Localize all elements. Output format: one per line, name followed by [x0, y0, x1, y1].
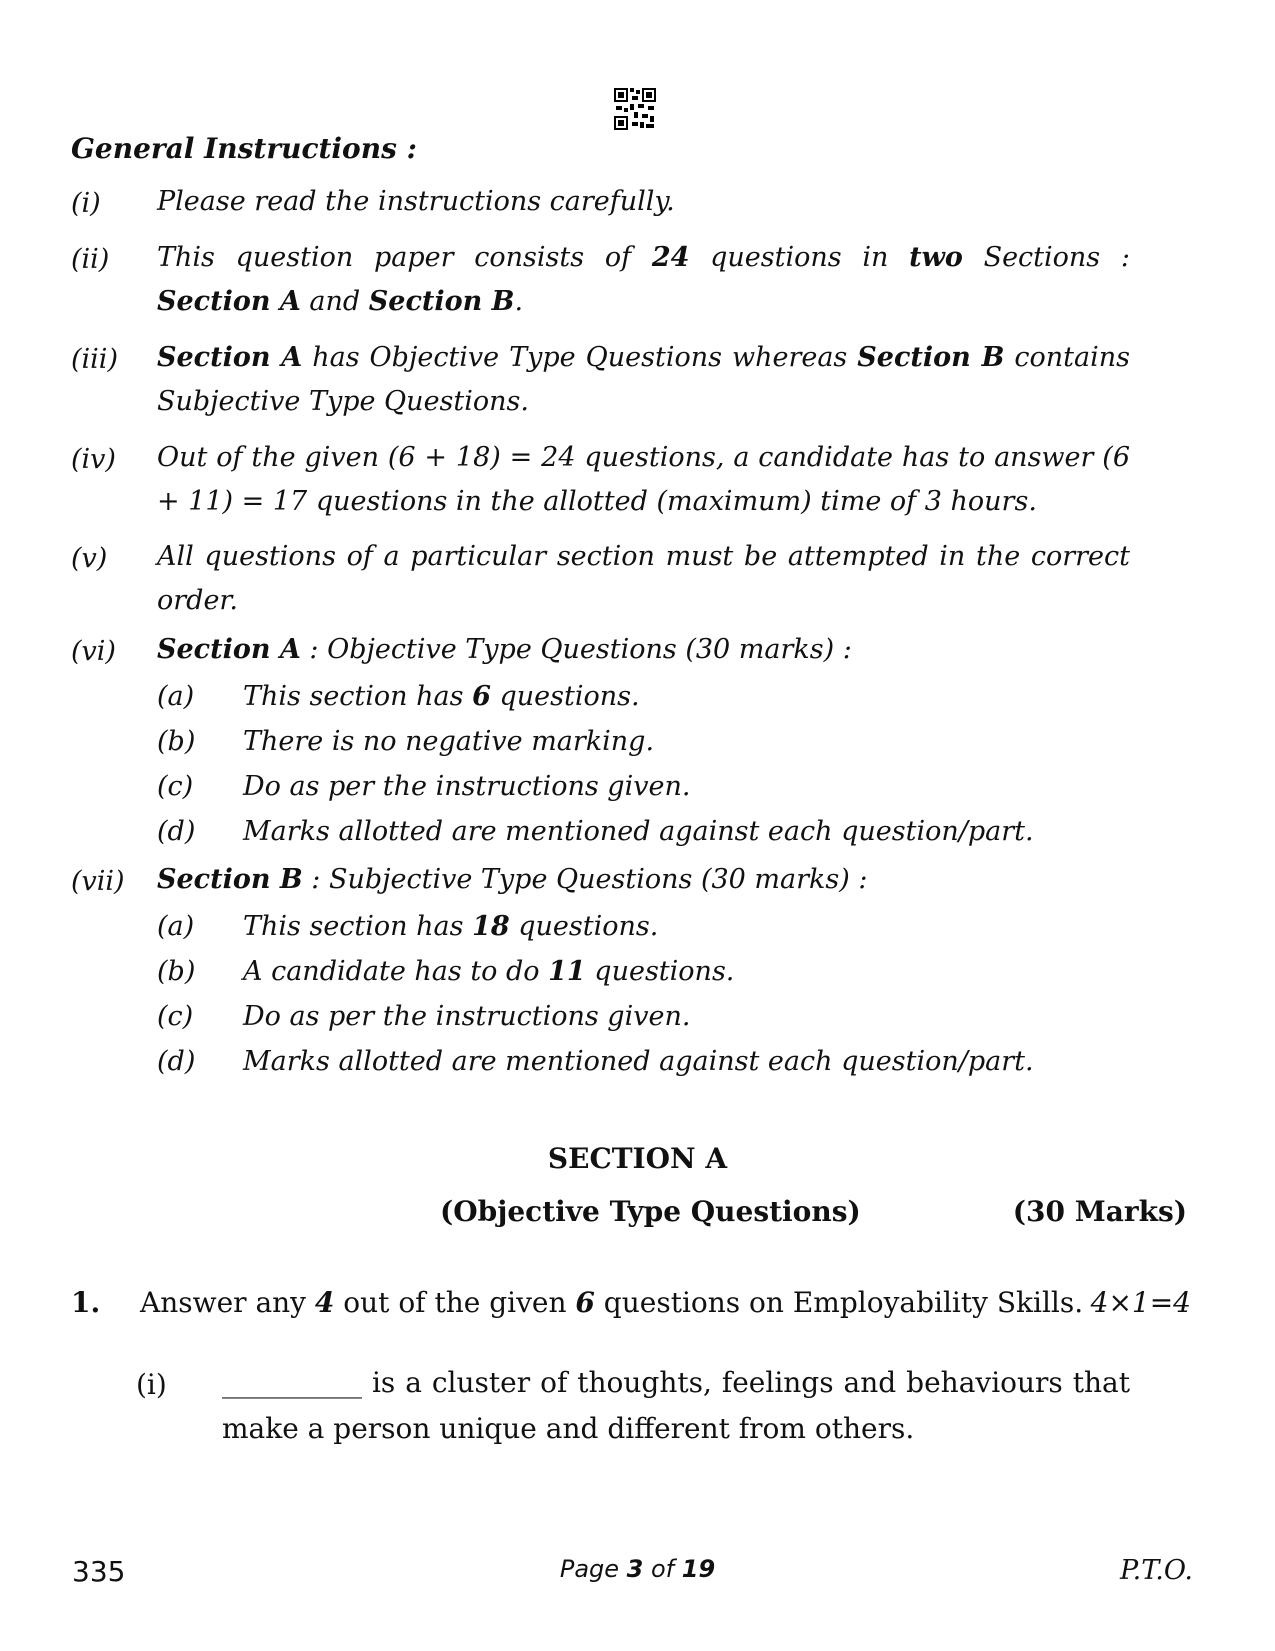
page-indicator: Page 3 of 19: [559, 1555, 716, 1583]
sub-instruction-num: (b): [157, 956, 196, 987]
sub-instruction-num: (c): [157, 1001, 194, 1032]
sub-instruction-text: Do as per the instructions given.: [243, 771, 691, 802]
instruction-text: All questions of a particular section must be attempted in the correct order.: [157, 541, 1130, 616]
sub-instruction-text: Marks allotted are mentioned against each question/part.: [243, 1046, 1034, 1077]
sub-instruction-text: This section has 18 questions.: [243, 911, 659, 942]
instruction-num: (iv): [71, 444, 116, 475]
question-marks: 4×1=4: [1090, 1286, 1191, 1319]
instructions-title: General Instructions :: [71, 132, 417, 165]
sub-instruction-text: This section has 6 questions.: [243, 681, 640, 712]
sub-instruction-text: A candidate has to do 11 questions.: [243, 956, 735, 987]
instruction-num: (vii): [71, 866, 125, 897]
section-subheading: (Objective Type Questions): [440, 1195, 861, 1228]
section-heading: SECTION A: [547, 1142, 728, 1175]
sub-instruction-num: (d): [157, 1046, 196, 1077]
pto-label: P.T.O.: [1119, 1555, 1193, 1586]
answer-blank[interactable]: __________: [222, 1366, 362, 1399]
paper-code: 335: [72, 1555, 126, 1588]
instruction-num: (i): [71, 188, 101, 219]
instruction-text: This question paper consists of 24 questions in two Sections : Section A and Section B.: [157, 242, 1130, 317]
sub-instruction-num: (c): [157, 771, 194, 802]
sub-question-body: is a cluster of thoughts, feelings and behaviours that make a person unique and different from others.: [222, 1366, 1130, 1445]
instruction-text: Out of the given (6 + 18) = 24 questions, a candidate has to answer (6 + 11) = 17 questions in the allotted (maximum) time of 3 hours.: [157, 442, 1130, 517]
sub-instruction-num: (d): [157, 816, 196, 847]
sub-instruction-text: Do as per the instructions given.: [243, 1001, 691, 1032]
instruction-text: Please read the instructions carefully.: [157, 186, 675, 217]
instruction-num: (vi): [71, 636, 116, 667]
section-marks: (30 Marks): [1012, 1195, 1187, 1228]
sub-instruction-num: (b): [157, 726, 196, 757]
question-number: 1.: [71, 1286, 101, 1319]
sub-instruction-text: There is no negative marking.: [243, 726, 655, 757]
sub-instruction-num: (a): [157, 681, 195, 712]
sub-instruction-text: Marks allotted are mentioned against each question/part.: [243, 816, 1034, 847]
instruction-num: (ii): [71, 244, 110, 275]
sub-instruction-num: (a): [157, 911, 195, 942]
instruction-text: Section B : Subjective Type Questions (30 marks) :: [157, 864, 868, 895]
question-text: Answer any 4 out of the given 6 questions on Employability Skills.: [140, 1286, 1084, 1319]
instruction-num: (iii): [71, 344, 118, 375]
instruction-text: Section A : Objective Type Questions (30 marks) :: [157, 634, 852, 665]
qr-code-icon: [614, 88, 656, 130]
sub-question-text: [222, 1360, 1130, 1452]
instruction-num: (v): [71, 543, 108, 574]
sub-question-number: (i): [136, 1368, 167, 1401]
instruction-text: Section A has Objective Type Questions whereas Section B contains Subjective Type Questions.: [157, 342, 1130, 417]
